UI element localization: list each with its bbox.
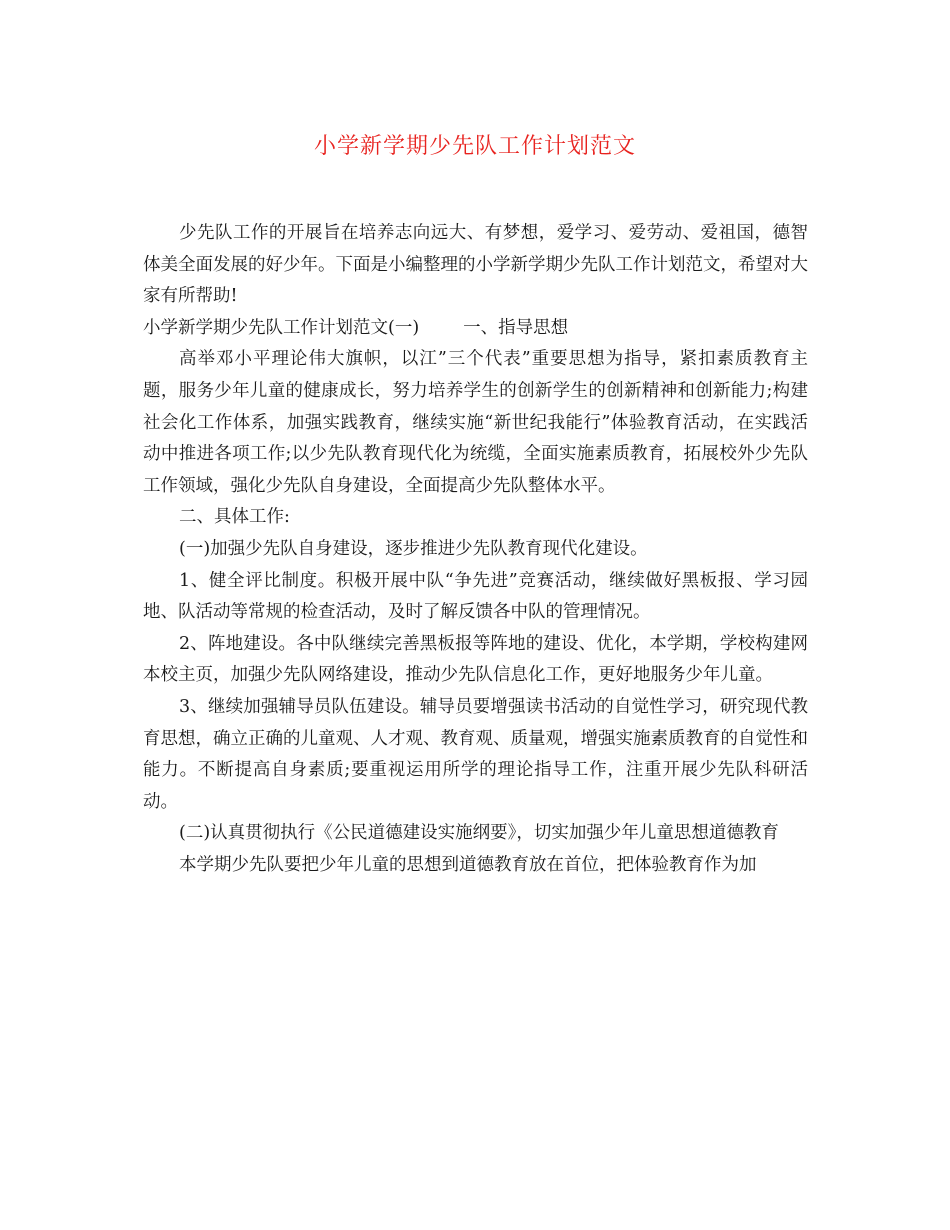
section-subheading: 一、指导思想: [463, 317, 569, 338]
section-heading-line: [143, 313, 808, 345]
document-title: 小学新学期少先队工作计划范文: [313, 134, 636, 159]
item-1-paragraph: 1、健全评比制度。积极开展中队“争先进”竞赛活动，继续做好黑板报、学习园地、队活动等常规的检查活动，及时了解反馈各中队的管理情况。: [143, 570, 808, 623]
item-2-paragraph: 2、阵地建设。各中队继续完善黑板报等阵地的建设、优化，本学期，学校构建网本校主页，加强少先队网络建设，推动少先队信息化工作，更好地服务少年儿童。: [143, 633, 808, 686]
subsection-one-heading: (一)加强少先队自身建设，逐步推进少先队教育现代化建设。: [179, 538, 648, 559]
intro-paragraph: 少先队工作的开展旨在培养志向远大、有梦想，爱学习、爱劳动、爱祖国，德智体美全面发展的好少年。下面是小编整理的小学新学期少先队工作计划范文，希望对大家有所帮助!: [143, 223, 808, 307]
subsection-two-heading: (二)认真贯彻执行《公民道德建设实施纲要》，切实加强少年儿童思想道德教育: [179, 823, 779, 844]
section-heading: 小学新学期少先队工作计划范文(一): [143, 317, 420, 338]
document-body: [143, 218, 808, 881]
moral-education-paragraph: 本学期少先队要把少年儿童的思想到道德教育放在首位，把体验教育作为加: [179, 854, 757, 875]
work-heading: 二、具体工作:: [179, 507, 290, 528]
guiding-thought-paragraph: 高举邓小平理论伟大旗帜，以江”三个代表”重要思想为指导，紧扣素质教育主题，服务少年儿童的健康成长，努力培养学生的创新学生的创新精神和创新能力;构建社会化工作体系，加强实践教育，继续实施“新世纪我能行”体验教育活动，在实践活动中推进各项工作;以少先队教育现代化为统缆，全面实施素质教育，拓展校外少先队工作领域，强化少先队自身建设，全面提高少先队整体水平。: [143, 349, 808, 496]
item-3-paragraph: 3、继续加强辅导员队伍建设。辅导员要增强读书活动的自觉性学习，研究现代教育思想，确立正确的儿童观、人才观、教育观、质量观，增强实施素质教育的自觉性和能力。不断提高自身素质;要重视运用所学的理论指导工作，注重开展少先队科研活动。: [143, 696, 808, 812]
